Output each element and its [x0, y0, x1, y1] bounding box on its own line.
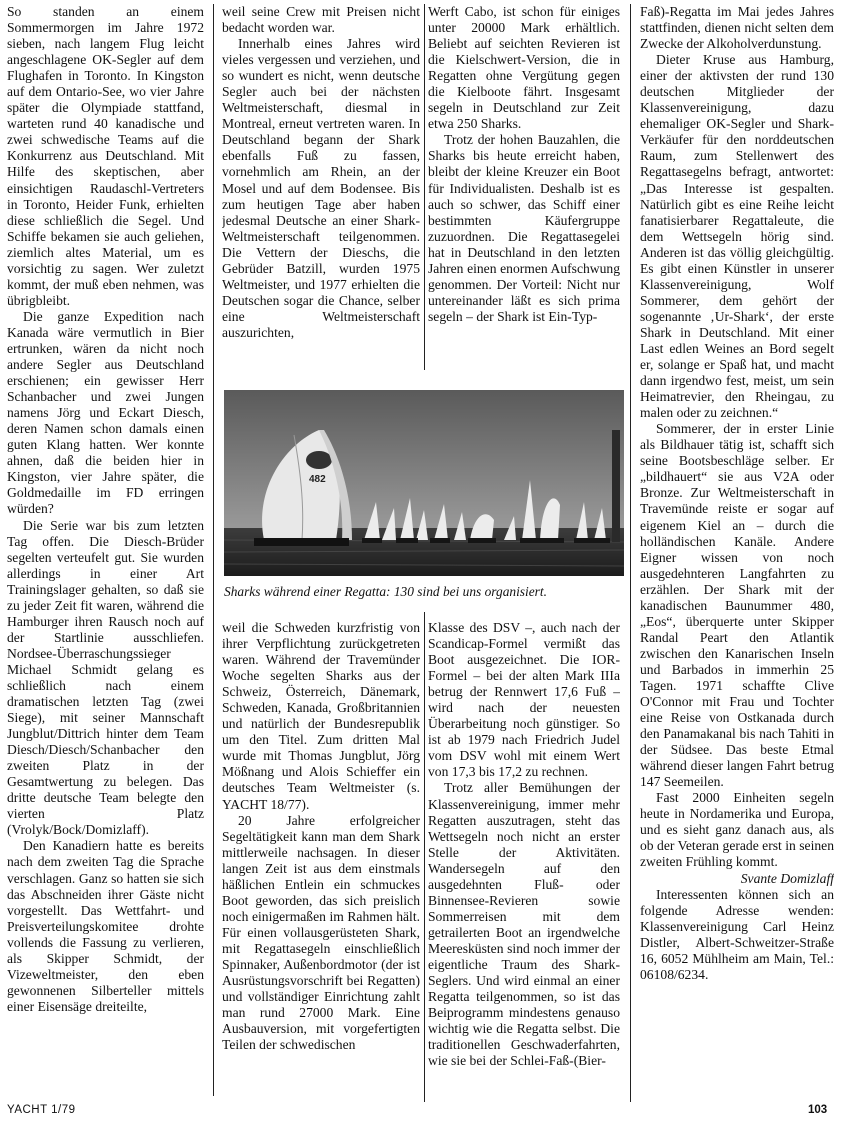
paragraph: Fast 2000 Einheiten segeln heute in Nordamerika und Europa, und es sieht ganz danach aus, als ob der Veteran gerade erst in seinen zweiten Frühling kommt. — [640, 790, 834, 870]
article-column-4 — [640, 4, 834, 1094]
sail-number-label: 482 — [309, 474, 326, 485]
paragraph: So standen an einem Sommermorgen im Jahre 1972 sieben, nach langem Flug leicht angeschlagene OK-Segler auf dem Flughafen in Toronto. In Kingston auf dem Ontario-See, wo vier Jahre später die Olympiade stattfand, warteten rund 40 kanadische und zwei schwedische Teams auf die Konkurrenz aus Deutschland. Mit Hilfe des skeptischen, aber einsichtigen Raudaschl-Vertreters in Toronto, Heider Funk, erhielten diese schließlich die Segel. Und Schiffe bekamen sie auch geliehen, ziemlich altes Material, um es vorsichtig zu sagen. Wer zuletzt kommt, der muß eben nehmen, was übrigbleibt. — [7, 4, 204, 308]
paragraph: Den Kanadiern hatte es bereits nach dem zweiten Tag die Sprache verschlagen. Ganz so hatten sie sich das Abschneiden ihrer Gäste nicht vorgestellt. Das Wettfahrt- und Preisverteilungskomitee drohte vollends die Fassung zu verlieren, als Skipper Schmidt, der Vizeweltmeister, den eben gewonnenen Silberteller mittels einer Eisensäge dreiteilte, — [7, 838, 204, 1014]
page-number: 103 — [808, 1104, 828, 1116]
paragraph: Sommerer, der in erster Linie als Bildhauer tätig ist, schafft sich seine Bootsbeschläge selber. Er „bildhauert“ sie aus V2A oder Bronze. Zur Weltmeisterschaft in Travemünde reiste er sogar auf eigenem Kiel an – durch die holländischen Kanäle. Andere Eigner wissen von noch ausgedehnteren Langfahrten zu erzählen. Der Shark mit der kanadischen Baunummer 480, „Eos“, überquerte unter Skipper Randal Peart den Atlantik zwischen den Kanarischen Inseln und Barbados in immerhin 25 Tagen. 1971 schaffte Clive O'Connor mit Frau und Tochter eine Reise von Ostkanada durch den Panamakanal bis nach Tahiti in der Südsee. Das beste Etmal während dieser langen Fahrt betrug 147 Seemeilen. — [640, 421, 834, 790]
paragraph: weil die Schweden kurzfristig von ihrer Verpflichtung zurückgetreten waren. Während der Travemünder Woche segelten Sharks aus der Schweiz, Österreich, Dänemark, Schweden, Kanada, Großbritannien und natürlich der Bundesrepublik um den Titel. Zum dritten Mal wurde mit Thomas Jungblut, Jörg Mößnang und Alois Schieffer ein deutsches Team Weltmeister (s. YACHT 18/77). — [222, 620, 420, 812]
issue-label: YACHT 1/79 — [7, 1104, 76, 1116]
paragraph: Klasse des DSV –, auch nach der Scandicap-Formel vermißt das Boot ausgezeichnet. Die IOR-Formel – bei der alten Mark IIIa betrug der Rennwert 17,6 Fuß – wird nach der neuesten Überarbeitung noch günstiger. So ist ab 1979 nach Friedrich Judel vom DSV wohl mit einem Wert von 17,3 bis 17,2 zu rechnen. — [428, 620, 620, 780]
regatta-photo — [224, 390, 624, 576]
column-rule-2 — [424, 4, 425, 370]
article-column-3-bottom — [428, 620, 620, 1125]
paragraph: Trotz der hohen Bauzahlen, die Sharks bis heute erreicht haben, bleibt der kleine Kreuzer ein Boot für Individualisten. Deshalb ist es auch so schwer, das Schiff einer bestimmten Käufergruppe zuzuordnen. Die Regattasegelei hat in Deutschland in den letzten Jahren einen enormen Aufschwung genommen. Der Vorteil: Nicht nur untereinander läßt es sich prima segeln – der Shark ist Ein-Typ- — [428, 132, 620, 324]
article-column-2-top — [222, 4, 420, 370]
contact-paragraph: Interessenten können sich an folgende Adresse wenden: Klassenvereinigung Carl Heinz Distler, Albert-Schweitzer-Straße 16, 6052 Mühlheim am Main, Tel.: 06108/6234. — [640, 886, 834, 982]
author-signature: Svante Domizlaff — [740, 870, 834, 886]
photo-caption: Sharks während einer Regatta: 130 sind bei uns organisiert. — [224, 584, 547, 599]
column-rule-3 — [630, 4, 631, 1102]
article-column-2-bottom — [222, 620, 420, 1125]
paragraph: Trotz aller Bemühungen der Klassenvereinigung, immer mehr Regatten auszutragen, steht das Wettsegeln noch nicht an erster Stelle der Aktivitäten. Wandersegeln auf den ausgedehnten Fluß- oder Binnensee-Revieren sowie Sommerreisen mit dem getrailerten Boot an irgendwelche Meeresküsten sind noch immer der eigentliche Traum des Shark-Seglers. Und wird einmal an einer Regatta teilgenommen, so ist das Beiprogramm mindestens genauso wichtig wie die Regatta selbst. Die traditionellen Geschwaderfahrten, wie sie bei der Schlei-Faß-(Bier- — [428, 780, 620, 1069]
paragraph: Die Serie war bis zum letzten Tag offen. Die Diesch-Brüder segelten verteufelt gut. Sie wurden allerdings in einer Art Trainingslager gehalten, so daß sie zu jeder Zeit fit waren, während die Hamburger ihren Rausch noch auf der Startlinie ausschliefen. Nordsee-Überraschungssieger Michael Schmidt gelang es schließlich nach einem dramatischen letzten Tag (zwei Siege), mit seiner Mannschaft Jungblut/Dittrich hinter dem Team Diesch/Diesch/Schanbacher den zweiten Platz in der Gesamtwertung zu belegen. Das dritte deutsche Team belegte den vierten Platz (Vrolyk/Bock/Domizlaff). — [7, 517, 204, 838]
paragraph: weil seine Crew mit Preisen nicht bedacht worden war. — [222, 4, 420, 36]
paragraph: Werft Cabo, ist schon für einiges unter 20000 Mark erhältlich. Beliebt auf seichten Revieren ist die Kielschwert-Version, die in Regatten ohne Vergütung gegen die Kielboote fährt. Insgesamt segeln in Deutschland zur Zeit etwa 250 Sharks. — [428, 4, 620, 132]
article-column-1 — [7, 4, 204, 1112]
article-column-3-top — [428, 4, 620, 370]
paragraph: Die ganze Expedition nach Kanada wäre vermutlich in Bier ertrunken, wären da nicht noch andere Segler aus Deutschland erschienen; ein gewisser Herr Schanbacher und zwei Jungen namens Jörg und Eckart Diesch, deren Namen schon damals einen guten Klang hatten. Wer konnte ahnen, daß die beiden hier in Kingston, vier Jahre später, die Goldmedaille im FD erringen würden? — [7, 308, 204, 517]
column-rule-1 — [213, 4, 214, 1096]
paragraph: Faß)-Regatta im Mai jedes Jahres stattfinden, dienen nicht selten dem Zwecke der Alkoholverdunstung. — [640, 4, 834, 52]
paragraph: Dieter Kruse aus Hamburg, einer der aktivsten der rund 130 deutschen Mitglieder der Klassenvereinigung, dazu ehemaliger OK-Segler und Shark-Verkäufer für den norddeutschen Raum, zum Stellenwert des Regattasegelns befragt, antwortet: „Das Interesse ist gespalten. Natürlich gibt es eine Reihe leicht fanatisierbarer Regattaleute, die dem Wettsegeln hörig sind. Anderen ist das völlig gleichgültig. Es gibt einen Künstler in unserer Klassenvereinigung, Wolf Sommerer, dem gehört der sogenannte ‚Ur-Shark‘, der erste Shark in Deutschland. Mit einer Last edlen Weines an Bord segelt er, solange er Spaß hat, und macht dann irgendwo fest, meist, um sein Heimatrevier, den Rheingau, zu malen oder zu zeichnen.“ — [640, 52, 834, 421]
paragraph: 20 Jahre erfolgreicher Segeltätigkeit kann man dem Shark mittlerweile nachsagen. In dieser langen Zeit ist aus dem einstmals häßlichen Entlein ein schmuckes Boot geworden, das sich preislich noch einigermaßen im Rahmen hält. Für einen vollausgerüsteten Shark, mit Regattasegeln einschließlich Spinnaker, Außenbordmotor (der ist Ausrüstungsvorschrift bei Regatten) und vollständiger Einrichtung zahlt man rund 27000 Mark. Eine Ausbauversion, mit vorgefertigten Teilen der schwedischen — [222, 812, 420, 1053]
column-rule-2b — [424, 612, 425, 1102]
paragraph: Innerhalb eines Jahres wird vieles vergessen und verziehen, und so wundert es nicht, wenn deutsche Segler auch bei der nächsten Weltmeisterschaft, diesmal in Montreal, erneut vertreten waren. In Deutschland begann der Shark ebenfalls Fuß zu fassen, vornehmlich am Rhein, an der Mosel und auf dem Bodensee. Bis zum heutigen Tage aber haben jedesmal Deutsche an einer Shark-Weltmeisterschaft teilgenommen. Die Vettern der Dieschs, die Gebrüder Batzill, wurden 1975 Weltmeister, und 1977 erhielten die Deutschen sogar die Chance, selber eine Weltmeisterschaft auszurichten, — [222, 36, 420, 340]
